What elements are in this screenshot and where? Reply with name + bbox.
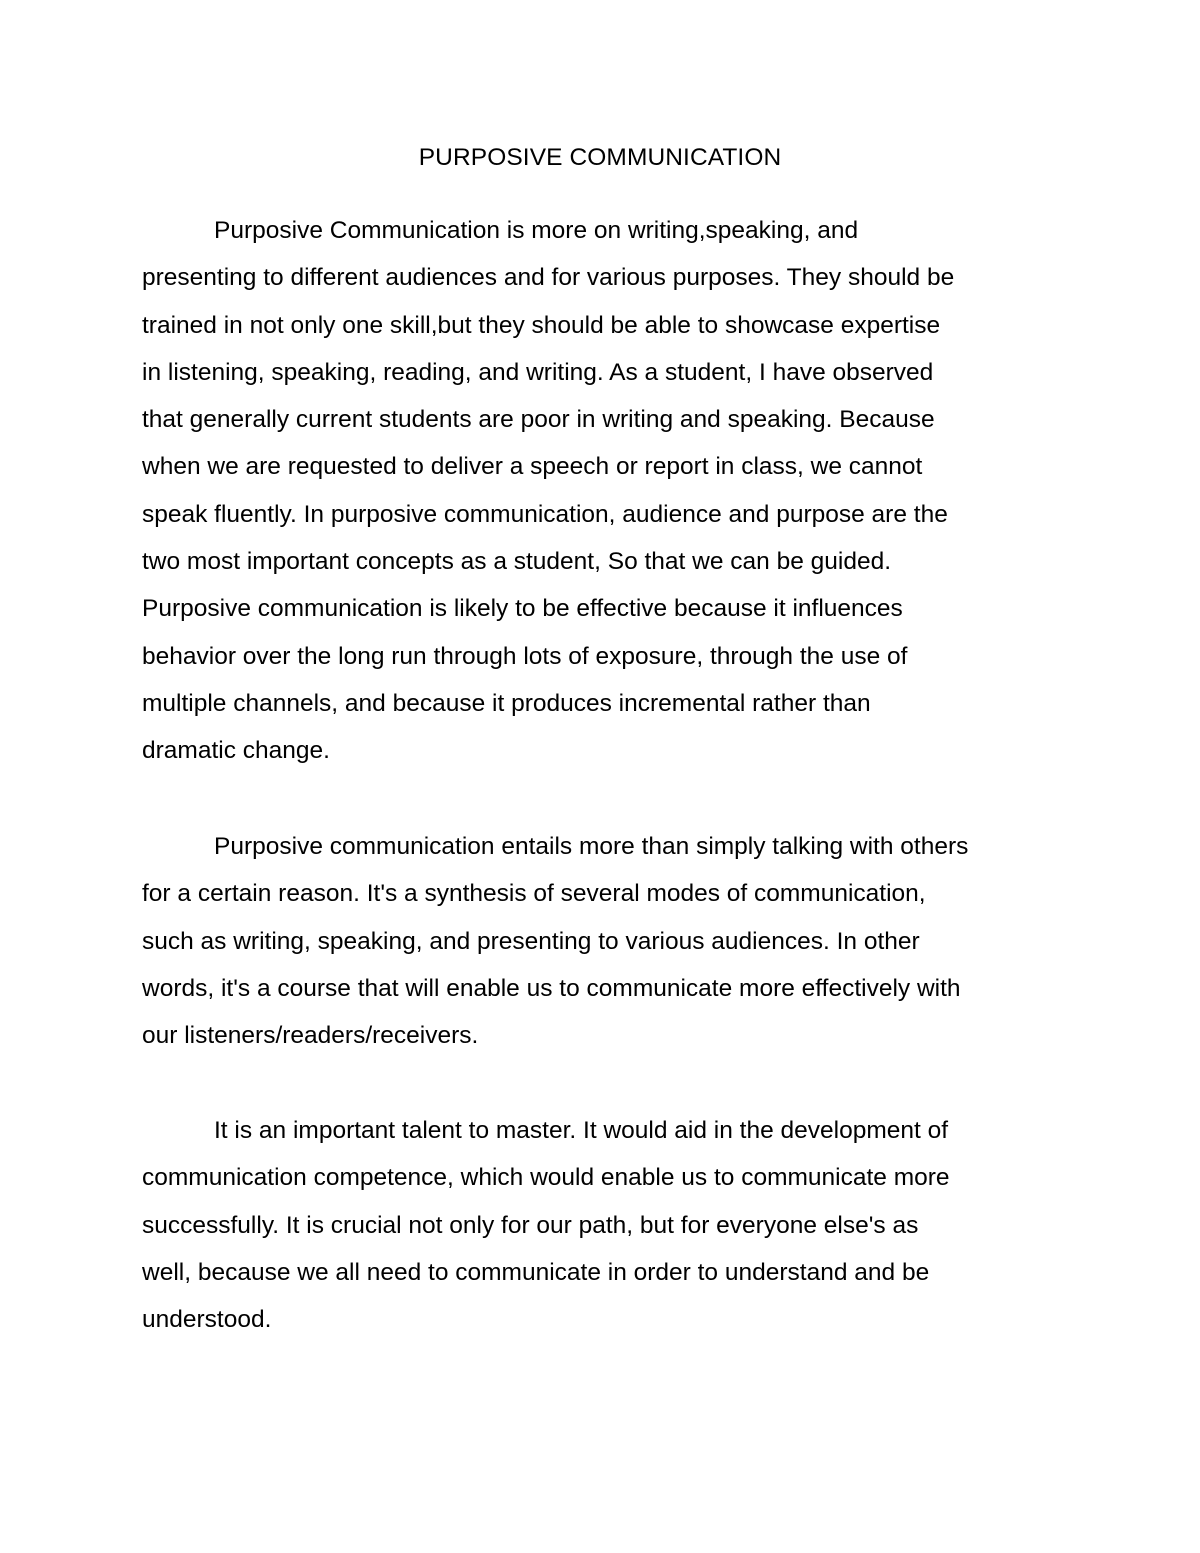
paragraph-line: words, it's a course that will enable us to communicate more effectively with bbox=[142, 974, 961, 1002]
paragraph-line: Purposive Communication is more on writing,speaking, and bbox=[214, 217, 859, 244]
paragraph-2 bbox=[142, 823, 1062, 1059]
paragraph-line: two most important concepts as a student, So that we can be guided. bbox=[142, 548, 892, 576]
paragraph-line: when we are requested to deliver a speech or report in class, we cannot bbox=[142, 453, 923, 481]
document-title: PURPOSIVE COMMUNICATION bbox=[418, 144, 782, 171]
paragraph-line: behavior over the long run through lots of exposure, through the use of bbox=[142, 642, 908, 670]
paragraph-3 bbox=[142, 1107, 1062, 1343]
paragraph-line: successfully. It is crucial not only for our path, but for everyone else's as bbox=[142, 1211, 919, 1239]
paragraph-line: our listeners/readers/receivers. bbox=[142, 1022, 479, 1050]
paragraph-line: It is an important talent to master. It would aid in the development of bbox=[214, 1117, 949, 1144]
paragraph-line: presenting to different audiences and for various purposes. They should be bbox=[142, 264, 955, 292]
paragraph-line: in listening, speaking, reading, and writing. As a student, I have observed bbox=[142, 358, 934, 386]
paragraph-line: multiple channels, and because it produces incremental rather than bbox=[142, 689, 871, 717]
paragraph-line: dramatic change. bbox=[142, 737, 330, 765]
paragraph-line: for a certain reason. It's a synthesis of several modes of communication, bbox=[142, 880, 926, 908]
paragraph-line: understood. bbox=[142, 1306, 272, 1334]
paragraph-1 bbox=[142, 207, 1062, 775]
paragraph-line: that generally current students are poor in writing and speaking. Because bbox=[142, 406, 935, 434]
paragraph-line: such as writing, speaking, and presenting to various audiences. In other bbox=[142, 927, 920, 955]
paragraph-line: well, because we all need to communicate in order to understand and be bbox=[142, 1258, 930, 1286]
paragraph-line: trained in not only one skill,but they should be able to showcase expertise bbox=[142, 311, 941, 339]
paragraph-line: Purposive communication entails more than simply talking with others bbox=[214, 833, 969, 860]
paragraph-line: Purposive communication is likely to be effective because it influences bbox=[142, 595, 903, 623]
paragraph-line: speak fluently. In purposive communication, audience and purpose are the bbox=[142, 500, 948, 528]
paragraph-line: communication competence, which would enable us to communicate more bbox=[142, 1164, 950, 1192]
